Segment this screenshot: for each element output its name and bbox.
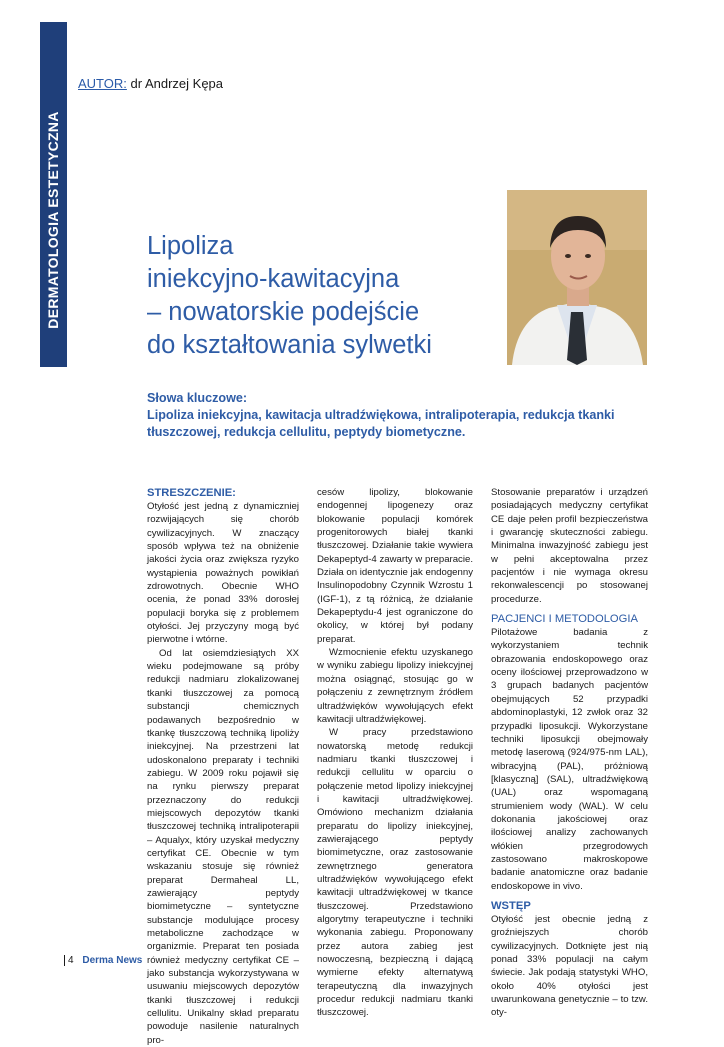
keywords-text: Lipoliza iniekcyjna, kawitacja ultradźwiękowa, intralipoterapia, redukcja tkanki tłuszczowej, redukcja cellulitu, peptydy biometyczne. [147, 408, 615, 439]
title-line: Lipoliza [147, 232, 234, 260]
publication-name: Derma News [82, 955, 143, 966]
methods-heading: PACJENCI I METODOLOGIA [491, 613, 638, 626]
column-2 [317, 486, 473, 1020]
author-portrait-image [507, 190, 647, 365]
title-line: – nowatorskie podejście [147, 298, 420, 326]
author-line [78, 76, 223, 91]
column-3 [491, 486, 648, 1020]
paragraph: Otyłość jest jedną z dynamiczniej rozwijających się chorób cywilizacyjnych. W znaczący sposób wpływa też na obniżenie jakości życia oraz zwiększa ryzyko wystąpienia poważnych powikłań zdrowotnych. Obecnie WHO ocenia, że ponad 33% dorosłej populacji boryka się z problemem otyłości. Jej przyczyny mogą być pierwotne i wtórne. [147, 501, 299, 646]
section-label: DERMATOLOGIA ESTETYCZNA [45, 111, 61, 329]
paragraph: W pracy przedstawiono nowatorską metodę redukcji nadmiaru tkanki tłuszczowej i redukcji cellulitu w oparciu o połączenie metod lipolizy iniekcyjnej i kawitacji ultradźwiękowej. Omówiono mechanizm działania preparatu do lipolizy iniekcyjnej, zawierającego peptydy biomimetyczne, oraz zastosowanie zewnętrznego generatora ultradźwięków wywołującego efekt kawitacji ultradźwiękowej w tkance tłuszczowej. Przedstawiono algorytmy terapeutyczne i techniki wykonania zabiegu. Proponowany przez autora zabieg jest nowoczesną, bezpieczną i dającą wymierne efekty alternatywą terapeutyczną dla inwazyjnych procedur redukcji nadmiaru tkanki tłuszczowej. [317, 727, 473, 1019]
paragraph: cesów lipolizy, blokowanie endogennej lipogenezy oraz blokowanie populacji komórek progenitorowych białej tkanki tłuszczowej. Działanie takie wywiera Dekapeptyd-4 zawarty w preparacie. Działa on identycznie jak endogenny Insulinopodobny Czynnik Wzrostu 1 (IGF-1), z tą różnicą, że działanie Dekapeptydu-4 jest ograniczone do okolicy, w której był podany preparat. [317, 487, 473, 645]
paragraph: Stosowanie preparatów i urządzeń posiadających medyczny certyfikat CE daje pełen profil bezpieczeństwa i gwarancję skuteczności zabiegu. Minimalna inwazyjność zabiegu jest w pełni akceptowalna przez pacjentów i nie wymaga okresu rekonwalescencji po stosowanej procedurze. [491, 487, 648, 605]
author-label: AUTOR: [78, 76, 127, 91]
title-line: iniekcyjno-kawitacyjna [147, 265, 400, 293]
paragraph: Pilotażowe badania z wykorzystaniem technik obrazowania endoskopowego oraz oceny ilościowej przeprowadzono w 3 grupach badanych pacjentów obejmujących 52 przypadki abdominoplastyki, 12 zwłok oraz 32 przypadki liposukcji. Wykorzystane techniki liposukcji obejmowały metodę laserową (924/975-nm LAL), wibracyjną (PAL), próżniową [klasyczną] (SAL), ultradźwiękową (UAL) oraz wspomaganą strumieniem wody (WAL). W celu dokonania jakościowej oraz ilościowej analizy zachowanych włókien przegrodowych zastosowano makroskopowe badanie anatomiczne oraz badanie endoskopowe in vivo. [491, 627, 648, 892]
paragraph: Wzmocnienie efektu uzyskanego w wyniku zabiegu lipolizy iniekcyjnej można osiągnąć, stosując go w połączeniu z zewnętrznym źródłem ultradźwięków wywołujących efekt kawitacji ultradźwiękowej. [317, 647, 473, 725]
article-title [147, 230, 507, 362]
paragraph: Otyłość jest obecnie jedną z groźniejszych chorób cywilizacyjnych. Dotknięte jest nią ponad 33% populacji na całym świecie. Jak podają statystyki WHO, około 40% otyłości jest uwarunkowana genetycznie – to tzw. oty- [491, 913, 648, 1019]
intro-heading: WSTĘP [491, 899, 531, 912]
paragraph: Od lat osiemdziesiątych XX wieku podejmowane są próby redukcji nadmiaru zlokalizowanej tkanki tłuszczowej za pomocą substancji chemicznych podawanych bezpośrednio w tkankę tłuszczową techniką lipoliży iniekcyjnej. Na przestrzeni lat udoskonalono preparaty i techniki zabiegu. W 2009 roku pojawił się na rynku pierwszy preparat przeznaczony do redukcji miejscowych depozytów tkanki tłuszczowej techniką intralipoterapii – Aqualyx, który uzyskał medyczny certyfikat CE. Obecnie w tym wskazaniu stosuje się również preparat Dermaheal LL, zawierający peptydy biomimetyczne – syntetyczne substancje modulujące procesy metaboliczne zachodzące w organizmie. Preparat ten posiada również medyczny certyfikat CE – jako substancja wykorzystywana w usuwaniu miejscowych depozytów tkanki tłuszczowej i redukcji cellulitu. Unikalny skład preparatu powoduje nasilenie naturalnych pro- [147, 647, 299, 1046]
author-photo [507, 190, 647, 365]
page-footer [64, 955, 142, 966]
keywords-block [147, 390, 657, 441]
page-number: 4 [64, 955, 74, 966]
author-name: dr Andrzej Kępa [130, 76, 224, 91]
keywords-heading: Słowa kluczowe: [147, 391, 248, 405]
abstract-heading: STRESZCZENIE: [147, 487, 236, 499]
column-1 [147, 486, 299, 1047]
title-line: do kształtowania sylwetki [147, 331, 432, 359]
